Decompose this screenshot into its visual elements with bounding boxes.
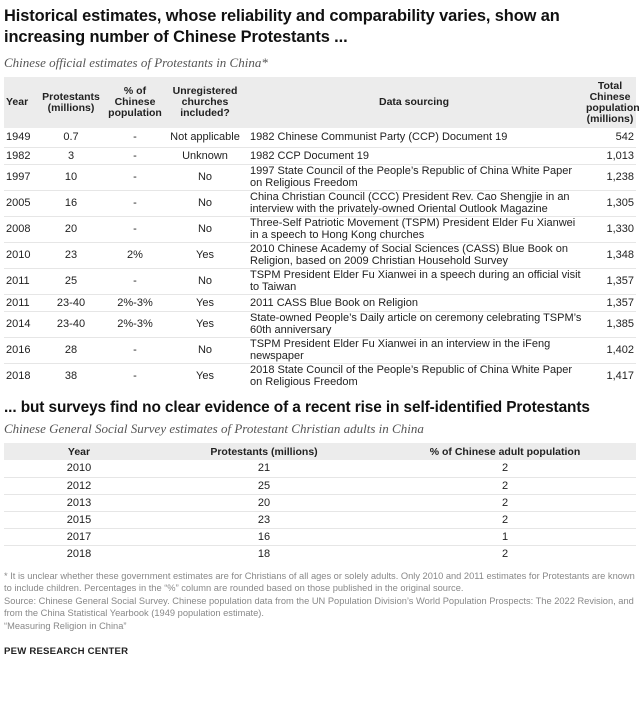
official-estimates-body [4, 128, 636, 389]
table-header-row [4, 77, 636, 128]
chart-container [4, 0, 640, 658]
cell-population: 1,357 [584, 268, 636, 294]
cell-unregistered: Unknown [166, 147, 244, 164]
notes [4, 570, 636, 632]
col-header-unregistered: Unregistered churches included? [166, 77, 244, 128]
cell-sourcing: China Christian Council (CCC) President Rev. Cao Shengjie in an interview with the privately-owned Oriental Outlook Magazine [244, 190, 584, 216]
cell-adult-percent: 2 [374, 494, 636, 511]
cell-unregistered: Yes [166, 242, 244, 268]
cell-adult-percent: 2 [374, 511, 636, 528]
col-header-year: Year [4, 77, 38, 128]
cell-unregistered: No [166, 216, 244, 242]
cell-percent: - [133, 370, 137, 383]
cell-population: 1,417 [606, 370, 634, 383]
cell-year: 2011 [4, 294, 38, 311]
table-row [4, 311, 636, 337]
cell-unregistered: No [166, 337, 244, 363]
cell-population: 1,238 [584, 164, 636, 190]
cell-population: 1,402 [584, 337, 636, 363]
cell-sourcing: 2018 State Council of the People’s Republic of China White Paper on Religious Freedom [250, 364, 573, 389]
cell-sourcing: TSPM President Elder Fu Xianwei in an interview in the iFeng newspaper [244, 337, 584, 363]
note-report: “Measuring Religion in China” [4, 620, 127, 631]
cell-sourcing: 2010 Chinese Academy of Social Sciences (CASS) Blue Book on Religion, based on 2009 Christian Household Survey [244, 242, 584, 268]
cell-protestants: 38 [64, 370, 78, 383]
cell-protestants: 23-40 [38, 311, 104, 337]
cell-percent: - [104, 190, 166, 216]
table-row [4, 190, 636, 216]
cell-protestants: 3 [38, 147, 104, 164]
cell-percent: - [104, 147, 166, 164]
chart-title: Historical estimates, whose reliability and comparability varies, show an increasing number of Chinese Protestants ... [4, 7, 560, 46]
cell-unregistered: No [166, 190, 244, 216]
cell-unregistered: No [166, 268, 244, 294]
cell-adult-percent: 2 [374, 460, 636, 477]
cell-sourcing: TSPM President Elder Fu Xianwei in a speech during an official visit to Taiwan [244, 268, 584, 294]
cell-percent: - [104, 337, 166, 363]
table-row [4, 294, 636, 311]
cell-protestants: 20 [154, 494, 374, 511]
footer-brand: PEW RESEARCH CENTER [4, 646, 129, 658]
table-row [4, 460, 636, 477]
cell-year: 2013 [4, 494, 154, 511]
table-row [4, 363, 636, 389]
chart-subtitle: Chinese official estimates of Protestants in China* [4, 55, 268, 70]
table-row [4, 528, 636, 545]
cell-year: 2010 [4, 242, 38, 268]
cell-sourcing: 1982 CCP Document 19 [244, 147, 584, 164]
cell-protestants: 18 [257, 547, 271, 560]
cell-year: 2010 [4, 460, 154, 477]
table-header-row [4, 443, 636, 460]
cell-year: 1997 [4, 164, 38, 190]
survey-estimates-table [4, 443, 636, 562]
cell-protestants: 28 [38, 337, 104, 363]
cell-year: 1982 [4, 147, 38, 164]
note-asterisk: * It is unclear whether these government estimates are for Christians of all ages or solely adults. Only 2010 and 2011 estimates for Protestants are known to include children. Percentages in the “%” column are rounded based on those published in the original source. [4, 571, 635, 594]
survey-estimates-body [4, 460, 636, 562]
col-header-protestants: Protestants (millions) [154, 443, 374, 460]
table-row [4, 216, 636, 242]
cell-protestants: 23-40 [38, 294, 104, 311]
cell-percent: 2%-3% [104, 294, 166, 311]
cell-year: 2014 [4, 311, 38, 337]
cell-sourcing: State-owned People’s Daily article on ceremony celebrating TSPM’s 60th anniversary [244, 311, 584, 337]
cell-unregistered: Yes [196, 370, 214, 383]
cell-population: 1,330 [584, 216, 636, 242]
col-header-adult-percent: % of Chinese adult population [374, 443, 636, 460]
col-header-percent: % of Chinese population [104, 77, 166, 128]
second-table-title: ... but surveys find no clear evidence of a recent rise in self-identified Protestants [4, 399, 590, 416]
table-row [4, 147, 636, 164]
col-header-protestants: Protestants (millions) [38, 77, 104, 128]
cell-protestants: 0.7 [38, 128, 104, 147]
cell-year: 2012 [4, 477, 154, 494]
cell-year: 2008 [4, 216, 38, 242]
cell-protestants: 25 [154, 477, 374, 494]
cell-protestants: 23 [38, 242, 104, 268]
cell-sourcing: 1982 Chinese Communist Party (CCP) Document 19 [244, 128, 584, 147]
table-row [4, 268, 636, 294]
cell-unregistered: Yes [166, 294, 244, 311]
cell-year: 2015 [4, 511, 154, 528]
table-row [4, 128, 636, 147]
cell-protestants: 25 [38, 268, 104, 294]
cell-year: 2018 [66, 547, 92, 560]
cell-protestants: 16 [154, 528, 374, 545]
cell-protestants: 21 [154, 460, 374, 477]
cell-protestants: 10 [38, 164, 104, 190]
cell-year: 2016 [4, 337, 38, 363]
cell-adult-percent: 2 [501, 547, 509, 560]
cell-adult-percent: 1 [374, 528, 636, 545]
cell-population: 542 [584, 128, 636, 147]
second-table-subtitle: Chinese General Social Survey estimates of Protestant Christian adults in China [4, 421, 424, 436]
cell-unregistered: No [166, 164, 244, 190]
note-source: Source: Chinese General Social Survey. Chinese population data from the UN Population Division’s World Population Prospects: The 2022 Revision, and from the China Statistical Yearbook (1949 population estimate). [4, 595, 634, 619]
cell-percent: 2% [104, 242, 166, 268]
cell-year: 2017 [4, 528, 154, 545]
table-row [4, 477, 636, 494]
cell-sourcing: Three-Self Patriotic Movement (TSPM) President Elder Fu Xianwei in a speech to Hong Kong churches [244, 216, 584, 242]
cell-protestants: 23 [154, 511, 374, 528]
cell-year: 1949 [4, 128, 38, 147]
table-row [4, 242, 636, 268]
cell-unregistered: Not applicable [166, 128, 244, 147]
table-row [4, 494, 636, 511]
cell-percent: 2%-3% [104, 311, 166, 337]
cell-adult-percent: 2 [374, 477, 636, 494]
cell-year: 2005 [4, 190, 38, 216]
cell-year: 2018 [6, 370, 31, 383]
cell-population: 1,357 [584, 294, 636, 311]
table-row [4, 511, 636, 528]
cell-sourcing: 2011 CASS Blue Book on Religion [244, 294, 584, 311]
cell-population: 1,348 [584, 242, 636, 268]
col-header-population: Total Chinese population (millions) [584, 77, 636, 128]
col-header-year: Year [4, 443, 154, 460]
cell-population: 1,305 [584, 190, 636, 216]
cell-year: 2011 [4, 268, 38, 294]
cell-protestants: 20 [38, 216, 104, 242]
cell-percent: - [104, 216, 166, 242]
official-estimates-table [4, 77, 640, 389]
cell-percent: - [104, 164, 166, 190]
cell-percent: - [104, 268, 166, 294]
cell-sourcing: 1997 State Council of the People’s Republic of China White Paper on Religious Freedom [244, 164, 584, 190]
table-row [4, 337, 636, 363]
table-row [4, 545, 636, 562]
cell-unregistered: Yes [166, 311, 244, 337]
cell-population: 1,013 [584, 147, 636, 164]
table-row [4, 164, 636, 190]
cell-protestants: 16 [38, 190, 104, 216]
cell-percent: - [104, 128, 166, 147]
col-header-sourcing: Data sourcing [244, 77, 584, 128]
cell-population: 1,385 [584, 311, 636, 337]
